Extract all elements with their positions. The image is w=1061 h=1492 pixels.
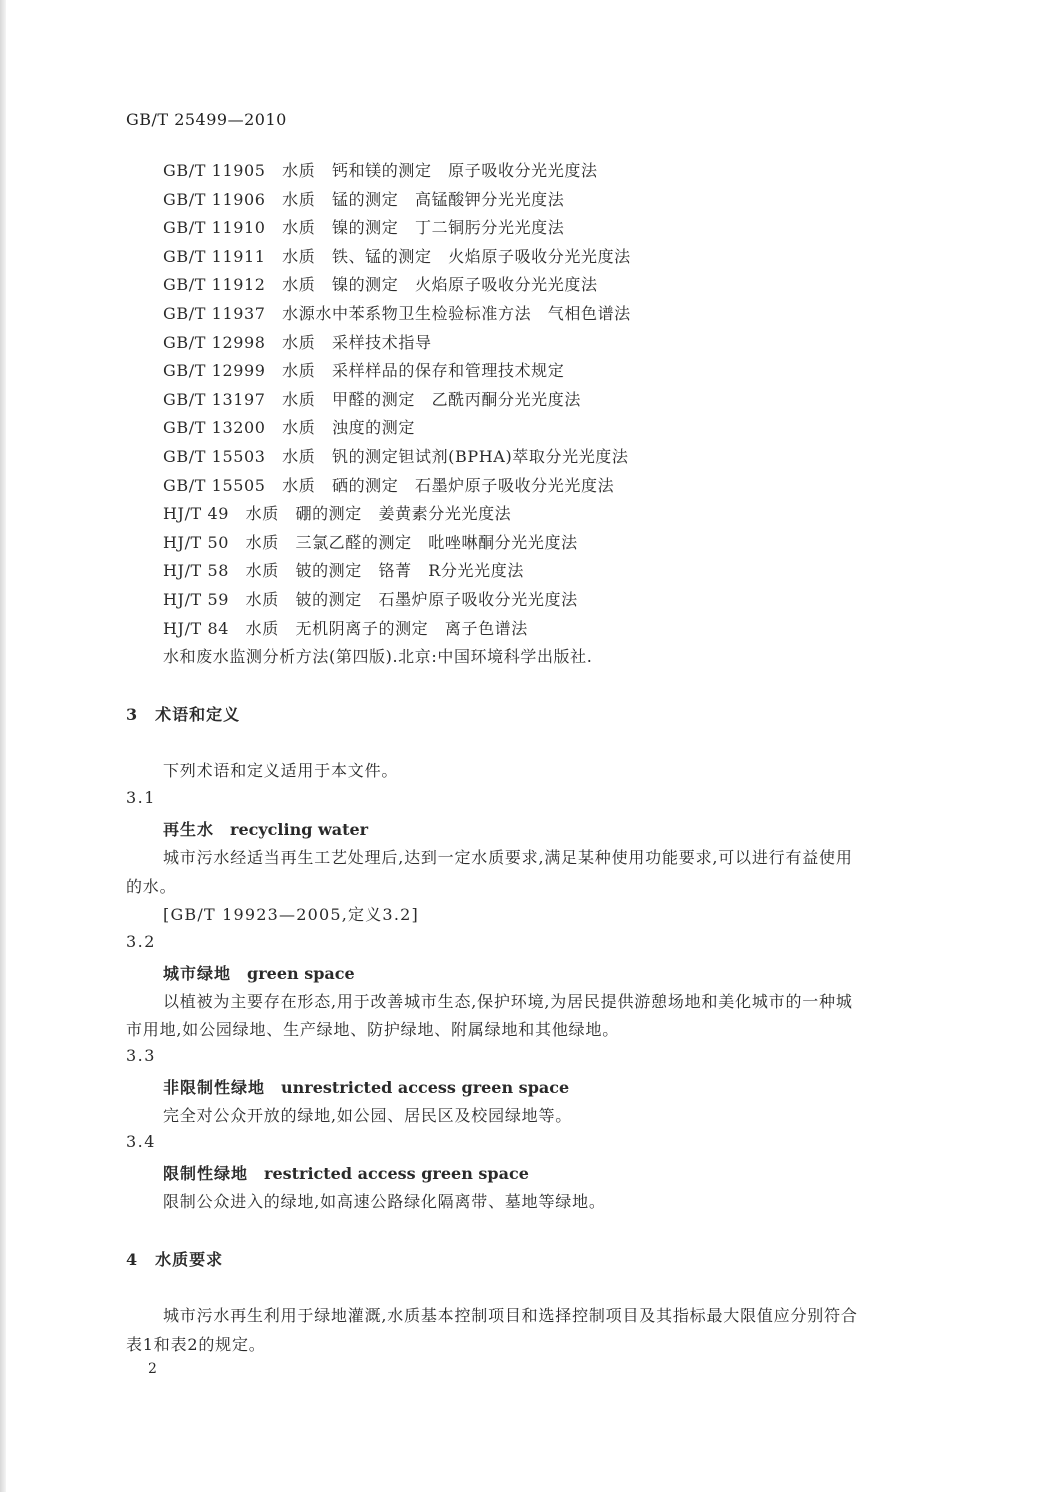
section-3-heading: 3 术语和定义 [126, 705, 241, 724]
term-number: 3.3 [126, 1046, 156, 1065]
section-3-intro: 下列术语和定义适用于本文件。 [163, 761, 399, 780]
section-4-paragraph: 城市污水再生利用于绿地灌溉,水质基本控制项目和选择控制项目及其指标最大限值应分别符合 [163, 1306, 858, 1325]
term-definition-cont: 的水。 [126, 877, 177, 896]
section-4-paragraph-cont: 表1和表2的规定。 [126, 1335, 266, 1354]
term-definition: 完全对公众开放的绿地,如公园、居民区及校园绿地等。 [163, 1106, 573, 1125]
reference-item: HJ/T 59 水质 铍的测定 石墨炉原子吸收分光光度法 [163, 589, 578, 609]
reference-item: GB/T 15505 水质 硒的测定 石墨炉原子吸收分光光度法 [163, 475, 615, 495]
term-title [163, 817, 368, 840]
term-zh: 再生水 [163, 820, 215, 839]
term-zh: 城市绿地 [163, 964, 232, 983]
reference-item: GB/T 13200 水质 浊度的测定 [163, 418, 415, 438]
term-title [163, 1161, 529, 1184]
term-en: recycling water [230, 820, 369, 839]
term-number: 3.4 [126, 1132, 156, 1151]
term-zh: 非限制性绿地 [163, 1078, 266, 1097]
term-definition: 城市污水经适当再生工艺处理后,达到一定水质要求,满足某种使用功能要求,可以进行有益使用 [163, 848, 853, 867]
reference-item: HJ/T 58 水质 铍的测定 铬菁 R分光光度法 [163, 561, 524, 581]
term-definition-cont: 市用地,如公园绿地、生产绿地、防护绿地、附属绿地和其他绿地。 [126, 1020, 620, 1039]
term-number: 3.2 [126, 932, 156, 951]
term-number: 3.1 [126, 788, 156, 807]
term-title [163, 1075, 569, 1098]
reference-item: HJ/T 50 水质 三氯乙醛的测定 吡唑啉酮分光光度法 [163, 532, 578, 552]
reference-item: HJ/T 49 水质 硼的测定 姜黄素分光光度法 [163, 504, 512, 524]
term-title [163, 961, 355, 984]
reference-item: GB/T 12999 水质 采样样品的保存和管理技术规定 [163, 361, 565, 381]
reference-item: HJ/T 84 水质 无机阴离子的测定 离子色谱法 [163, 618, 528, 638]
section-4-heading: 4 水质要求 [126, 1250, 224, 1269]
term-definition: 限制公众进入的绿地,如高速公路绿化隔离带、墓地等绿地。 [163, 1192, 606, 1211]
reference-item: GB/T 12998 水质 采样技术指导 [163, 332, 432, 352]
reference-item: GB/T 11937 水源水中苯系物卫生检验标准方法 气相色谱法 [163, 303, 631, 323]
term-en: green space [247, 964, 355, 983]
reference-item: GB/T 11912 水质 镍的测定 火焰原子吸收分光光度法 [163, 275, 598, 295]
page-number: 2 [148, 1361, 157, 1377]
page-edge-shadow [0, 0, 6, 1492]
term-source: [GB/T 19923—2005,定义3.2] [163, 905, 419, 924]
reference-item: GB/T 11906 水质 锰的测定 高锰酸钾分光光度法 [163, 189, 565, 209]
term-en: restricted access green space [264, 1164, 529, 1183]
reference-item: GB/T 15503 水质 钒的测定钽试剂(BPHA)萃取分光光度法 [163, 446, 629, 466]
document-header: GB/T 25499—2010 [126, 110, 287, 129]
reference-item: GB/T 11911 水质 铁、锰的测定 火焰原子吸收分光光度法 [163, 246, 631, 266]
reference-list [163, 157, 631, 672]
reference-item: GB/T 11910 水质 镍的测定 丁二铜肟分光光度法 [163, 218, 565, 238]
reference-item: GB/T 11905 水质 钙和镁的测定 原子吸收分光光度法 [163, 161, 598, 180]
term-en: unrestricted access green space [281, 1078, 570, 1097]
term-zh: 限制性绿地 [163, 1164, 249, 1183]
term-definition: 以植被为主要存在形态,用于改善城市生态,保护环境,为居民提供游憩场地和美化城市的一种城 [163, 992, 853, 1011]
reference-item: GB/T 13197 水质 甲醛的测定 乙酰丙酮分光光度法 [163, 389, 581, 409]
reference-item: 水和废水监测分析方法(第四版).北京:中国环境科学出版社. [163, 647, 593, 667]
